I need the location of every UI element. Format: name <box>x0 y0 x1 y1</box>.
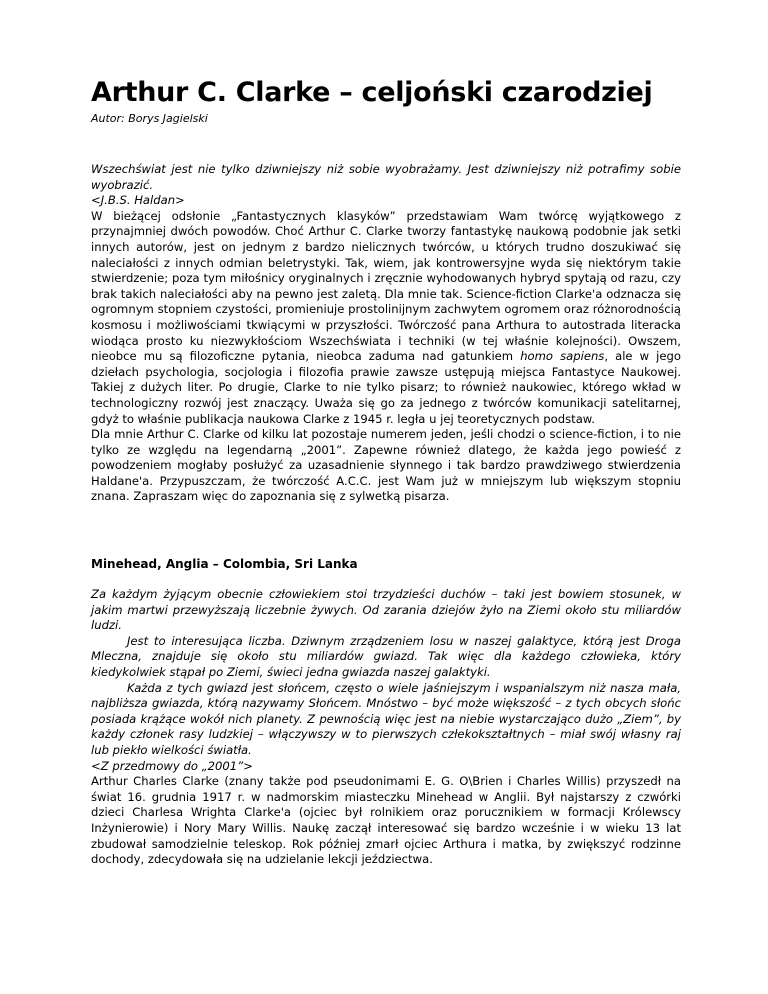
epigraph <box>91 162 681 209</box>
section-heading: Minehead, Anglia – Colombia, Sri Lanka <box>91 557 358 572</box>
quote-paragraph-1: Za każdym żyjącym obecnie człowiekiem stoi trzydzieści duchów – taki jest bowiem stosunek, w jakim martwi przewyższają liczebnie żywych. Od zarania dziejów żyło na Ziemi około stu miliardów ludzi. <box>91 587 681 633</box>
intro-text-a: W bieżącej odsłonie „Fantastycznych klasyków” przedstawiam Wam twórcę wyjątkowego z przynajmniej dwóch powodów. Choć Arthur C. Clarke tworzy fantastykę naukową podobnie jak setki innych autorów, jest on jednym z bardzo nielicznych twórców, u których trudno doszukiwać się naleciałości z innych odmian beletrystyki. Tak, wiem, jak kontrowersyjne wyda się niektórym takie stwierdzenie; poza tym miłośnicy oryginalnych i zręcznie wyhodowanych hybryd spytają od razu, czy brak takich naleciałości aby na pewno jest zaletą. Dla mnie tak. Science-fiction Clarke'a odznacza się ogromnym stopniem czystości, promieniuje prostolinijnym zachwytem ogromem oraz różnorodnością kosmosu i możliwościami tkwiącymi w przyszłości. Twórczość pana Arthura to autostrada literacka wiodąca prosto ku niezwykłościom Wszechświata i techniki (w tej właśnie kolejności). Owszem, nieobce mu są filozoficzne pytania, nieobca zaduma nad gatunkiem <box>91 208 681 364</box>
bio-paragraph: Arthur Charles Clarke (znany także pod pseudonimami E. G. O\Brien i Charles Willis) przyszedł na świat 16. grudnia 1917 r. w nadmorskim miasteczku Minehead w Anglii. Był najstarszy z czwórki dzieci Charlesa Wrighta Clarke'a (ojciec był rolnikiem oraz porucznikiem w formacji Królewscy Inżynierowie) i Nory Mary Willis. Naukę zaczął interesować się bardzo wcześnie i w wieku 13 lat zbudował samodzielnie teleskop. Rok później zmarł ojciec Arthura i matka, by zwiększyć rodzinne dochody, zdecydowała się na udzielanie lekcji jeździectwa. <box>91 774 681 867</box>
article-title: Arthur C. Clarke – celjoński czarodziej <box>91 77 653 108</box>
quote-paragraph-3: Każda z tych gwiazd jest słońcem, często o wiele jaśniejszym i wspanialszym niż nasza mała, najbliższa gwiazda, którą nazywamy Słońcem. Mnóstwo – być może większość – z tych obcych słońc posiada krążące wokół nich planety. Z pewnością więc jest na niebie wystarczająco dużo „Ziem”, by każdy członek rasy ludzkiej – włączywszy w to pierwszych człekokształtnych – miał swój własny raj lub piekło wielkości światła. <box>91 680 681 757</box>
intro-paragraph-2: Dla mnie Arthur C. Clarke od kilku lat pozostaje numerem jeden, jeśli chodzi o science-fiction, i to nie tylko ze względu na legendarną „2001”. Zapewne również dlatego, że każda jego powieść z powodzeniem mogłaby posłużyć za uzasadnienie słynnego i tak bardzo prawdziwego stwierdzenia Haldane'a. Przypuszczam, że twórczość A.C.C. jest Wam już w mniejszym lub większym stopniu znana. Zapraszam więc do zapoznania się z sylwetką pisarza. <box>91 427 681 504</box>
quote-paragraph-2: Jest to interesująca liczba. Dziwnym zrządzeniem losu w naszej galaktyce, którą jest Droga Mleczna, znajduje się około stu miliardów gwiazd. Tak więc dla każdego człowieka, który kiedykolwiek stąpał po Ziemi, świeci jedna gwiazda naszej galaktyki. <box>91 633 681 680</box>
preface-quote <box>91 587 681 774</box>
epigraph-text: Wszechświat jest nie tylko dziwniejszy niż sobie wyobrażamy. Jest dziwniejszy niż potrafimy sobie wyobrazić. <box>91 162 681 192</box>
quote-source: <Z przedmowy do „2001”> <box>91 758 253 773</box>
epigraph-source: <J.B.S. Haldan> <box>91 193 185 208</box>
intro-text-b: , ale w jego dziełach psychologia, socjologia i filozofia prawie zawsze ustępują miejsca Fantastyce Naukowej. Takiej z dużych liter. Po drugie, Clarke to nie tylko pisarz; to również naukowiec, którego wkład w technologiczny rozwój jest znaczący. Uważa się go za jednego z twórców komunikacji satelitarnej, gdyż to właśnie publikacja naukowa Clarke z 1945 r. legła u jej teoretycznych podstaw. <box>91 349 681 426</box>
intro-text-italic: homo sapiens <box>520 349 605 364</box>
article-author: Autor: Borys Jagielski <box>91 112 208 125</box>
intro-paragraph-1 <box>91 209 681 427</box>
